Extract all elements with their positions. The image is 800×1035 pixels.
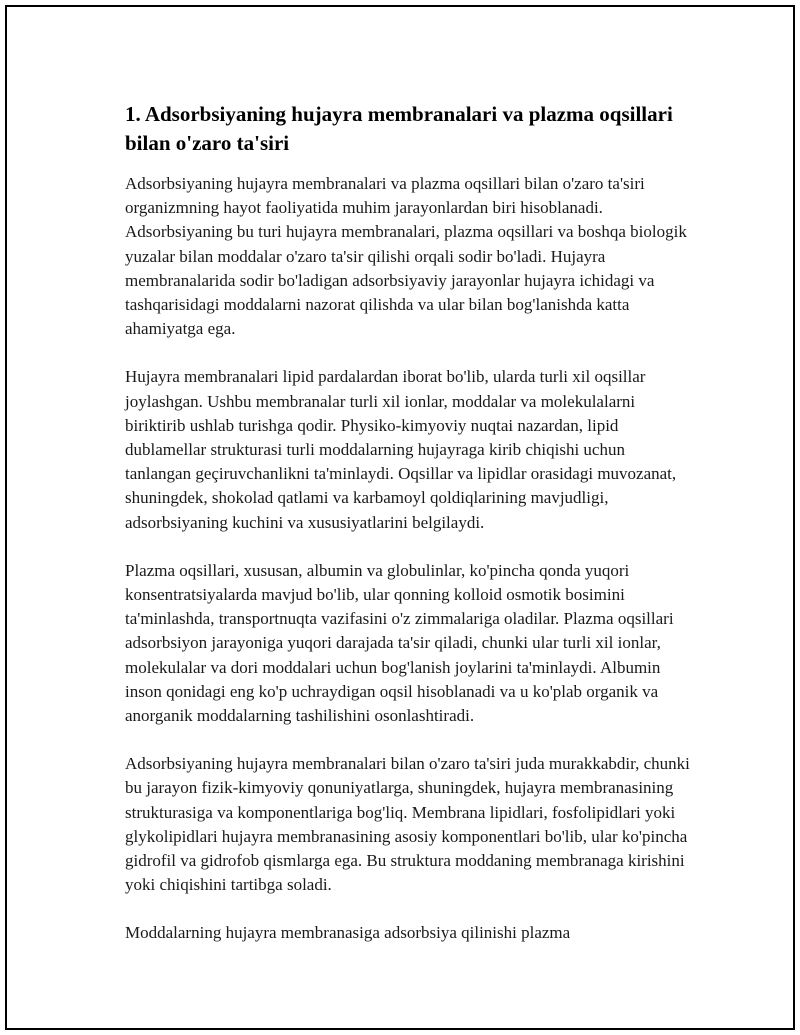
document-body <box>125 100 695 970</box>
paragraph-5: Moddalarning hujayra membranasiga adsorbsiya qilinishi plazma <box>125 923 571 943</box>
paragraph-1: Adsorbsiyaning hujayra membranalari va plazma oqsillari bilan o'zaro ta'siri organizmning hayot faoliyatida muhim jarayonlardan biri hisoblanadi. Adsorbsiyaning bu turi hujayra membranalari, plazma oqsillari va boshqa biologik yuzalar bilan moddalar o'zaro ta'sir qilishi orqali sodir bo'ladi. Hujayra membranalarida sodir bo'ladigan adsorbsiyaviy jarayonlar hujayra ichidagi va tashqarisidagi moddalarni nazorat qilishda va ular bilan bog'lanishda katta ahamiyatga ega. <box>125 174 687 339</box>
paragraph-2: Hujayra membranalari lipid pardalardan iborat bo'lib, ularda turli xil oqsillar joylashgan. Ushbu membranalar turli xil ionlar, moddalar va molekulalarni biriktirib ushlab turishga qodir. Physiko-kimyoviy nuqtai nazardan, lipid dublamellar strukturasi turli moddalarning hujayraga kirib chiqishi uchun tanlangan geçiruvchanlikni ta'minlaydi. Oqsillar va lipidlar orasidagi muvozanat, shuningdek, shokolad qatlami va karbamoyl qoldiqlarining mavjudligi, adsorbsiyaning kuchini va xususiyatlarini belgilaydi. <box>125 367 677 532</box>
paragraph-3: Plazma oqsillari, xususan, albumin va globulinlar, ko'pincha qonda yuqori konsentratsiyalarda mavjud bo'lib, ular qonning kolloid osmotik bosimini ta'minlashda, transportnuqta vazifasini o'z zimmalariga oladilar. Plazma oqsillari adsorbsiyon jarayoniga yuqori darajada ta'sir qiladi, chunki ular turli xil ionlar, molekulalar va dori moddalari uchun bog'lanish joylarini ta'minlaydi. Albumin inson qonidagi eng ko'p uchraydigan oqsil hisoblanadi va u ko'plab organik va anorganik moddalarning tashilishini osonlashtiradi. <box>125 560 674 726</box>
paragraph-4: Adsorbsiyaning hujayra membranalari bilan o'zaro ta'siri juda murakkabdir, chunki bu jarayon fizik-kimyoviy qonuniyatlarga, shuningdek, hujayra membranasining strukturasiga va komponentlariga bog'liq. Membrana lipidlari, fosfolipidlari yoki glykolipidlari hujayra membranasining asosiy komponentlari bo'lib, ular ko'pincha gidrofil va gidrofob qismlarga ega. Bu struktura moddaning membranaga kirishini yoki chiqishini tartibga soladi. <box>125 754 690 895</box>
page-frame <box>5 5 795 1030</box>
section-heading: 1. Adsorbsiyaning hujayra membranalari va plazma oqsillari bilan o'zaro ta'siri <box>125 102 673 155</box>
